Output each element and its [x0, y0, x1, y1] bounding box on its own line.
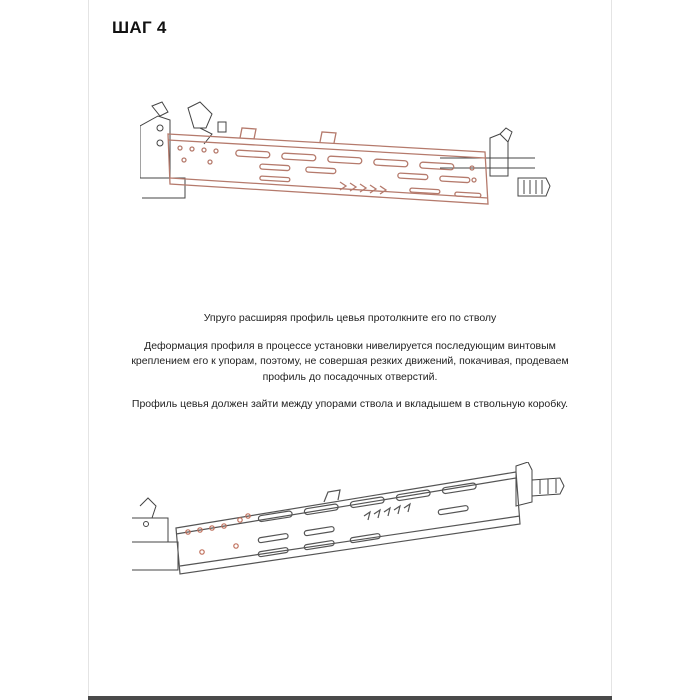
rifle-handguard-bottom-drawing [128, 462, 568, 582]
instruction-paragraph-2: Деформация профиля в процессе установки нивелируется последующим винтовым креплением его к упорам, поэтому, не совершая резких движений, покачивая, продеваем профиль до посадочных отверстий. [131, 339, 569, 383]
illustration-top [140, 98, 560, 238]
instruction-paragraph-1: Упруго расширяя профиль цевья протолкните его по стволу [203, 312, 497, 324]
instruction-text [120, 311, 580, 425]
step-title: ШАГ 4 [112, 18, 167, 37]
illustration-bottom [128, 462, 568, 582]
page-bottom-edge [88, 696, 612, 700]
instruction-paragraph-3: Профиль цевья должен зайти между упорами ствола и вкладышем в ствольную коробку. [131, 398, 569, 410]
rifle-handguard-top-drawing [140, 98, 560, 238]
